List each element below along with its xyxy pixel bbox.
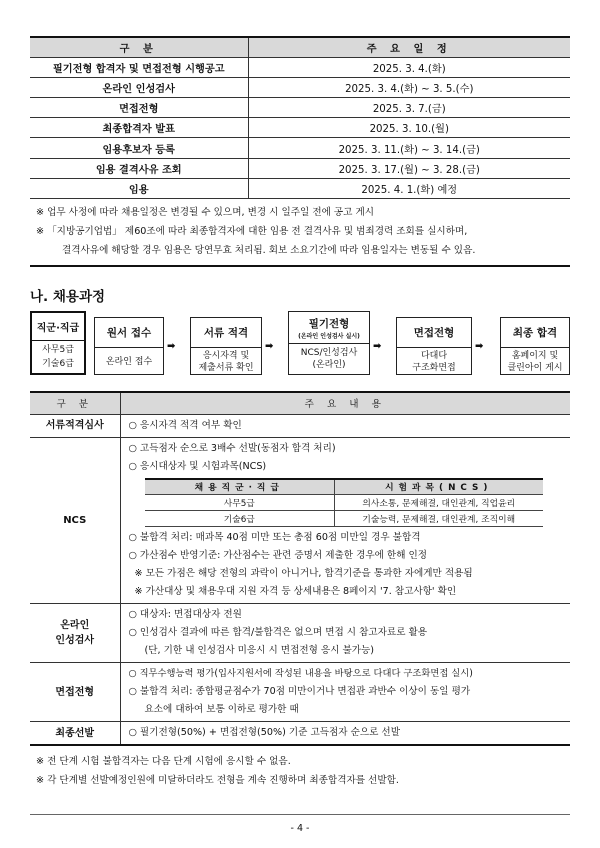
flow-step-line: 구조화면접 [412, 362, 456, 373]
schedule-item: 임용 결격사유 조회 [30, 158, 248, 178]
flow-step-title [501, 318, 569, 348]
schedule-item: 임용 [30, 178, 248, 198]
schedule-table [30, 36, 570, 267]
process-label-line: 온라인 [60, 620, 90, 631]
process-line: ○ 가산점수 반영기준: 가산점수는 관련 증명서 제출한 경우에 한해 인정 [128, 550, 428, 561]
flow-arrow-icon: ➡ [265, 341, 271, 352]
flow-step-title-text: 필기전형 [308, 317, 350, 330]
process-row-ncs [30, 437, 570, 604]
schedule-note: 결격사유에 해당할 경우 임용은 당연무효 처리됨. 회보 소요기간에 따라 임용일자는 변동될 수 있음. [62, 245, 476, 256]
flow-step-body [397, 348, 471, 375]
flow-step-title [95, 318, 163, 348]
process-header-category: 구 분 [30, 392, 120, 414]
process-header-content: 주 요 내 용 [120, 392, 570, 414]
process-line: ○ 대상자: 면접대상자 전원 [128, 609, 242, 620]
process-line: ○ 응시대상자 및 시험과목(NCS) [128, 460, 267, 472]
process-line: ○ 고득점자 순으로 3배수 선발(동점자 합격 처리) [128, 442, 336, 454]
process-note: ※ 각 단계별 선발예정인원에 미달하더라도 전형을 계속 진행하며 최종합격자를 선발함. [36, 775, 399, 786]
schedule-item: 최종합격자 발표 [30, 118, 248, 138]
flow-step-line: NCS/인성검사 [300, 348, 358, 358]
bottom-rule [30, 814, 570, 815]
flow-job-line: 기술6급 [42, 359, 74, 369]
schedule-date: 2025. 3. 10.(월) [248, 118, 570, 138]
process-row-interview [30, 663, 570, 722]
schedule-date: 2025. 4. 1.(화) 예정 [248, 178, 570, 198]
flow-job-line: 사무5급 [42, 345, 74, 355]
schedule-header-category: 구 분 [30, 37, 248, 57]
ncs-subject-job: 사무5급 [145, 495, 335, 511]
process-line: ○ 직무수행능력 평가(입사지원서에 작성된 내용을 바탕으로 다대다 구조화면접 실시) [128, 668, 473, 679]
ncs-subject-subjects: 기술능력, 문제해결, 대인관계, 조직이해 [335, 511, 543, 527]
flow-step-title [397, 318, 471, 348]
process-line: 요소에 대하여 보통 이하로 평가한 때 [144, 704, 299, 715]
schedule-row [30, 77, 570, 97]
process-content [120, 722, 570, 746]
process-table [30, 391, 570, 746]
process-label: 면접전형 [30, 663, 120, 722]
process-line: (단, 기한 내 인성검사 미응시 시 면접전형 응시 불가능) [144, 645, 375, 656]
flow-step-line: 온라인 접수 [105, 356, 153, 367]
process-label-line: 인성검사 [55, 635, 95, 646]
schedule-item: 임용후보자 등록 [30, 138, 248, 158]
flow-step-title-text: 원서 접수 [106, 327, 152, 339]
schedule-header-date: 주 요 일 정 [248, 37, 570, 57]
schedule-row [30, 118, 570, 138]
flow-job-title: 직군·직급 [32, 313, 84, 341]
flow-step-apply [94, 317, 164, 375]
ncs-subject-row [145, 511, 543, 527]
schedule-row [30, 158, 570, 178]
process-label: 서류적격심사 [30, 414, 120, 437]
process-row-document [30, 414, 570, 437]
flow-step-title [289, 312, 369, 344]
ncs-subject-header-row [145, 479, 543, 495]
page-number: - 4 - [290, 823, 310, 834]
process-label [30, 604, 120, 663]
flow-step-subtitle: (온라인 인성검사 실시) [298, 332, 360, 340]
schedule-item: 면접전형 [30, 98, 248, 118]
schedule-date: 2025. 3. 17.(월) ~ 3. 28.(금) [248, 158, 570, 178]
process-header-row [30, 392, 570, 414]
flow-step-title-text: 면접전형 [413, 327, 455, 339]
schedule-date: 2025. 3. 4.(화) ~ 3. 5.(수) [248, 77, 570, 97]
page [30, 36, 570, 790]
schedule-note: ※ 업무 사정에 따라 채용일정은 변경될 수 있으며, 변경 시 일주일 전에 공고 게시 [36, 207, 375, 218]
process-line: ○ 불합격 처리: 매과목 40점 미만 또는 총점 60점 미만일 경우 불합격 [128, 532, 421, 543]
flow-step-title-text: 서류 적격 [203, 327, 249, 339]
schedule-row [30, 138, 570, 158]
flow-step-title [191, 318, 261, 348]
process-line: ※ 모든 가점은 해당 전형의 과락이 아니거나, 합격기준을 통과한 자에게만 적용됨 [134, 568, 473, 579]
flow-step-line: 제출서류 확인 [198, 362, 254, 373]
section-title: 나. 채용과정 [30, 289, 106, 305]
ncs-subject-table [145, 478, 543, 528]
flow-step-interview [396, 317, 472, 375]
process-flow [30, 311, 570, 375]
flow-step-line: (온라인) [312, 360, 346, 370]
schedule-date: 2025. 3. 7.(금) [248, 98, 570, 118]
flow-arrow-icon: ➡ [167, 341, 173, 352]
flow-step-written [288, 311, 370, 375]
process-line: ○ 불합격 처리: 종합평균점수가 70점 미만이거나 면접관 과반수 이상이 동일 평가 [128, 686, 471, 697]
flow-step-final [500, 317, 570, 375]
ncs-subject-header-job: 채용직군·직급 [145, 479, 335, 495]
process-line: ○ 인성검사 결과에 따른 합격/불합격은 없으며 면접 시 참고자료로 활용 [128, 627, 428, 638]
schedule-note: ※ 「지방공기업법」 제60조에 따라 최종합격자에 대한 임용 전 결격사유 및 범죄경력 조회를 실시하며, [36, 226, 468, 237]
flow-step-line: 홈페이지 및 [511, 350, 559, 361]
ncs-subject-row [145, 495, 543, 511]
process-line: ※ 가산대상 및 채용우대 지원 자격 등 상세내용은 8페이지 '7. 참고사항' 확인 [134, 586, 457, 597]
flow-step-line: 응시자격 및 [202, 350, 250, 361]
process-label: 최종선발 [30, 722, 120, 746]
process-row-final [30, 722, 570, 746]
flow-step-body [95, 348, 163, 375]
schedule-date: 2025. 3. 4.(화) [248, 57, 570, 77]
flow-step-title-text: 최종 합격 [512, 327, 558, 339]
process-notes [30, 746, 570, 790]
flow-job-body [32, 341, 84, 373]
ncs-subject-header-subject: 시험과목(NCS) [335, 479, 543, 495]
schedule-row [30, 98, 570, 118]
flow-arrow-icon: ➡ [373, 341, 379, 352]
process-content [120, 604, 570, 663]
schedule-date: 2025. 3. 11.(화) ~ 3. 14.(금) [248, 138, 570, 158]
schedule-item: 온라인 인성검사 [30, 77, 248, 97]
process-content [120, 437, 570, 604]
flow-step-document [190, 317, 262, 375]
schedule-notes [30, 199, 570, 267]
schedule-notes-row [30, 199, 570, 267]
flow-step-body [501, 348, 569, 375]
process-line: ○ 필기전형(50%) + 면접전형(50%) 기준 고득점자 순으로 선발 [128, 727, 400, 738]
process-row-online [30, 604, 570, 663]
flow-step-body [191, 348, 261, 375]
process-line: ○ 응시자격 적격 여부 확인 [128, 419, 242, 431]
schedule-header-row [30, 37, 570, 57]
flow-job-box [30, 311, 86, 375]
process-label: NCS [30, 437, 120, 604]
process-note: ※ 전 단계 시험 불합격자는 다음 단계 시험에 응시할 수 없음. [36, 756, 291, 767]
flow-step-line: 클린아이 게시 [507, 362, 563, 373]
schedule-item: 필기전형 합격자 및 면접전형 시행공고 [30, 57, 248, 77]
flow-arrow-icon: ➡ [475, 341, 481, 352]
process-content [120, 414, 570, 437]
flow-step-body [289, 344, 369, 374]
schedule-row [30, 57, 570, 77]
ncs-subject-subjects: 의사소통, 문제해결, 대인관계, 직업윤리 [335, 495, 543, 511]
process-content [120, 663, 570, 722]
flow-step-line: 다대다 [420, 350, 448, 361]
schedule-row [30, 178, 570, 198]
ncs-subject-job: 기술6급 [145, 511, 335, 527]
